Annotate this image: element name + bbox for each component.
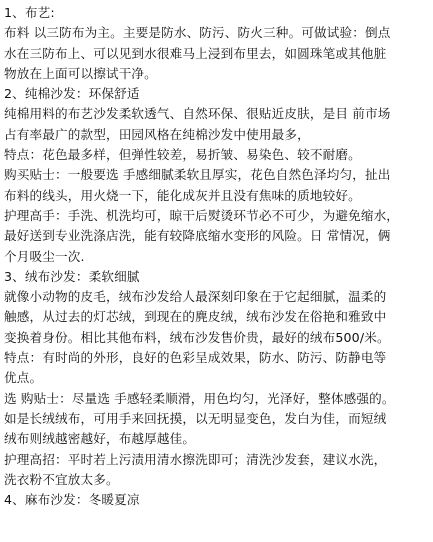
paragraph-line: 绒布则绒越密越好，布越厚越佳。	[4, 431, 196, 447]
paragraph-line: 触感，从过去的灯芯绒，到现在的麂皮绒，绒布沙发在俗艳和雅致中	[4, 309, 387, 325]
paragraph-line: 就像小动物的皮毛，绒布沙发给人最深刻印象在于它起细腻，温柔的	[4, 289, 387, 305]
paragraph-line: 特点：花色最多样，但弹性较差，易折皱、易染色、较不耐磨。	[4, 147, 361, 163]
section-heading-linen-sofa: 4、麻布沙发：冬暖夏凉	[4, 492, 140, 508]
section-heading-cotton-sofa: 2、纯棉沙发：环保舒适	[4, 86, 140, 102]
paragraph-line: 纯棉用料的布艺沙发柔软透气、自然环保、很贴近皮肤，是目 前市场	[4, 106, 391, 122]
paragraph-line: 护理高手：手洗、机洗均可，晾干后熨烫环节必不可少，为避免缩水，	[4, 207, 400, 223]
paragraph-line: 如是长绒绒布，可用手来回抚摸，以无明显变色，发白为佳，而短绒	[4, 410, 387, 426]
paragraph-line: 特点：有时尚的外形，良好的色彩呈成效果，防水、防污、防静电等	[4, 350, 387, 366]
paragraph-line: 最好送到专业洗涤店洗，能有较降底缩水变形的风险。日 常情况，俩	[4, 228, 391, 244]
paragraph-line: 变换着身份。相比其他布料，绒布沙发售价贵，最好的绒布500/米。	[4, 329, 390, 345]
paragraph-line: 购买贴士：一般要选 手感细腻柔软且厚实，花色自然色泽均匀，扯出	[4, 167, 391, 183]
paragraph-line: 水在三防布上、可以见到水很难马上浸到布里去，如圆珠笔或其他脏	[4, 45, 387, 61]
section-heading-velvet-sofa: 3、绒布沙发：柔软细腻	[4, 268, 140, 284]
paragraph-line: 物放在上面可以擦试干净。	[4, 65, 157, 81]
paragraph-line: 占有率最广的款型，田园风格在纯棉沙发中使用最多，	[4, 126, 310, 142]
paragraph-line: 护理高招：平时若上污渍用清水擦洗即可；清洗沙发套，建议水洗，	[4, 451, 387, 467]
paragraph-line: 选 购贴士：尽量选 手感轻柔顺滑，用色均匀，光泽好，整体感强的。	[4, 390, 395, 406]
paragraph-line: 布料 以三防布为主。主要是防水、防污、防火三种。可做试验：倒点	[4, 25, 391, 41]
paragraph-line: 布料的线头，用火烧一下，能化成灰并且没有焦味的质地较好。	[4, 187, 361, 203]
paragraph-line: 个月吸尘一次.	[4, 248, 85, 264]
paragraph-line: 优点。	[4, 370, 43, 386]
document-body	[4, 3, 431, 510]
section-heading-fabric: 1、布艺:	[4, 5, 55, 20]
paragraph-line: 洗衣粉不宜放太多。	[4, 471, 119, 487]
